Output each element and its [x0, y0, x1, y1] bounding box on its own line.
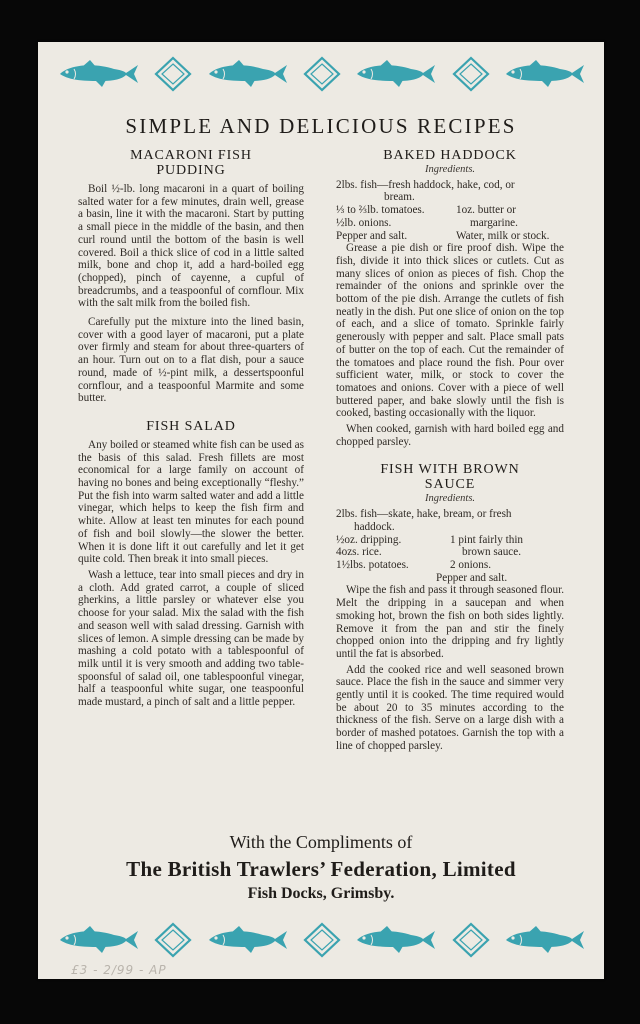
footer-address: Fish Docks, Grimsby. [247, 885, 395, 902]
bottom-fish-border [56, 920, 588, 960]
diamond-icon [302, 922, 342, 958]
brown-sauce-ingredients-label: Ingredients. [424, 493, 476, 505]
diamond-icon [153, 56, 193, 92]
ingredient-line: 4ozs. rice. [336, 546, 382, 559]
pencil-annotation: £3 - 2/99 - AP [71, 963, 167, 977]
ingredient-line: margarine. [470, 216, 518, 229]
fish-salad-paragraph-2: Wash a lettuce, tear into small pieces and dry in a cloth. Add grated carrot, a couple of sliced gherkins, a little parsley or whatever else you choose for your salad. Mix the salad with the fish and season well with salad dressing. Garnish with slices of lemon. A simple dressing can be made by mashing a cold potato with a tablespoonful of milk until it is very smooth and adding two table-spoonsful of salad oil, one tablespoonful vinegar, half a teaspoonful white sugar, one teaspoonful made mustard, a pinch of salt and a little pepper. [78, 568, 304, 709]
diamond-icon [302, 56, 342, 92]
macaroni-heading [78, 148, 304, 178]
ingredient-line: 2lbs. fish—fresh haddock, hake, cod, or [336, 178, 515, 191]
main-title: SIMPLE AND DELICIOUS RECIPES [125, 114, 517, 138]
brown-sauce-paragraph-1: Wipe the fish and pass it through seasoned flour. Melt the dripping in a saucepan and when smoking hot, brown the fish on both sides lightly. Remove it from the pan and stir the finely chopped onion into the dripping and fry lightly until the fat is absorbed. [336, 584, 564, 660]
macaroni-heading-line1: MACARONI FISH [130, 148, 252, 163]
ingredient-line: 1oz. butter or [456, 204, 516, 217]
diamond-icon [153, 922, 193, 958]
diamond-icon [451, 922, 491, 958]
ingredient-line: Water, milk or stock. [456, 229, 550, 242]
baked-haddock-ingredients-label: Ingredients. [424, 164, 476, 175]
baked-haddock-paragraph-1: Grease a pie dish or fire proof dish. Wipe the fish, divide it into thick slices or cutlets. Cut as many slices of onion as pieces of fish. Chop the remainder of the onions and sprinkle over the bottom of the pie dish. Arrange the cutlets of fish neatly in the dish. Put one slice of onion on the top of each, and a slice of tomato. Sprinkle fairly generously with pepper and salt. Place small pats of butter on the top of each. Cut the remainder of the tomatoes and place round the fish. Pour over sufficient water, milk, or stock to cover the tomatoes and onions. Cover with a piece of well buttered paper, and bake slowly until the fish is cooked, basting occasionally with the liquor. [336, 242, 564, 420]
baked-haddock-heading: BAKED HADDOCK [383, 148, 517, 163]
fish-icon [205, 925, 291, 955]
fish-icon [353, 59, 439, 89]
ingredient-line: 2lbs. fish—skate, hake, bream, or fresh [336, 508, 512, 521]
brown-sauce-heading-line2: SAUCE [424, 477, 476, 493]
brown-sauce-ingredients [336, 508, 564, 584]
brown-sauce-heading-line1: FISH WITH BROWN [380, 462, 520, 478]
macaroni-paragraph-1: Boil ½-lb. long macaroni in a quart of boiling salted water for a few minutes, drain well, grease a basin, line it with the macaroni. Start by putting a small piece in the middle of the basin, and then curl round until the bottom of the basin is well covered. Boil a thick slice of cod in a little salted milk, bone and chop it, add a hard-boiled egg (chopped), pinch of cayenne, a cupful of breadcrumbs, and a teaspoonful of cornflour. Mix with the salt milk from the boiled fish. [78, 183, 304, 310]
ingredient-line: 1 pint fairly thin [450, 533, 524, 546]
ingredient-line: 2 onions. [450, 558, 492, 571]
ingredient-line: ½oz. dripping. [336, 533, 402, 546]
ingredient-line: Pepper and salt. [336, 229, 408, 242]
brown-sauce-paragraph-2: Add the cooked rice and well seasoned brown sauce. Place the fish in the sauce and simmer very gently until it is cooked. The time required would be about 20 to 35 minutes according to the thickness of the fish. Serve on a large dish with a border of mashed potatoes. Garnish the top with a line of chopped parsley. [336, 663, 564, 752]
fish-icon [205, 59, 291, 89]
ingredient-line: 1½lbs. potatoes. [336, 558, 409, 571]
baked-haddock-ingredients [336, 179, 564, 243]
macaroni-paragraph-2: Carefully put the mixture into the lined basin, cover with a good layer of macaroni, put a plate over firmly and steam for about three-quarters of an hour. Turn out on to a flat dish, pour a sauce round, made of ½-pint milk, a dessertspoonful cornflour, and a teaspoonful Marmite and some butter. [78, 316, 304, 405]
fish-salad-heading: FISH SALAD [146, 418, 236, 434]
fish-icon [502, 925, 588, 955]
fish-icon [56, 925, 142, 955]
fish-icon [502, 59, 588, 89]
footer-organisation: The British Trawlers’ Federation, Limited [126, 857, 516, 881]
right-column [336, 146, 564, 756]
leaflet-page [38, 42, 604, 979]
footer-compliments: With the Compliments of [229, 832, 413, 852]
ingredient-line: haddock. [354, 520, 395, 533]
fish-icon [353, 925, 439, 955]
ingredient-line: Pepper and salt. [436, 571, 508, 584]
brown-sauce-heading [336, 462, 564, 492]
macaroni-heading-line2: PUDDING [156, 163, 226, 178]
fish-salad-paragraph-1: Any boiled or steamed white fish can be used as the basis of this salad. Fresh fillets are most economical for a large family on account of having no bones and being exceptionally “fleshy.” Put the fish into warm salted water and add a little vinegar, which helps to keep the fish firm and white. Allow at least ten minutes for each pound of fish and boil slowly—the slower the better. When it is done lift it out carefully and let it get quite cold. Then break it into small pieces. [78, 438, 304, 566]
left-column [78, 146, 304, 712]
ingredient-line: brown sauce. [462, 546, 522, 559]
fish-icon [56, 59, 142, 89]
ingredient-line: bream. [384, 191, 415, 204]
ingredient-line: ⅓ to ⅔lb. tomatoes. [336, 204, 425, 217]
top-fish-border [56, 54, 588, 94]
ingredient-line: ½lb. onions. [336, 216, 392, 229]
diamond-icon [451, 56, 491, 92]
baked-haddock-paragraph-2: When cooked, garnish with hard boiled egg and chopped parsley. [336, 423, 564, 448]
